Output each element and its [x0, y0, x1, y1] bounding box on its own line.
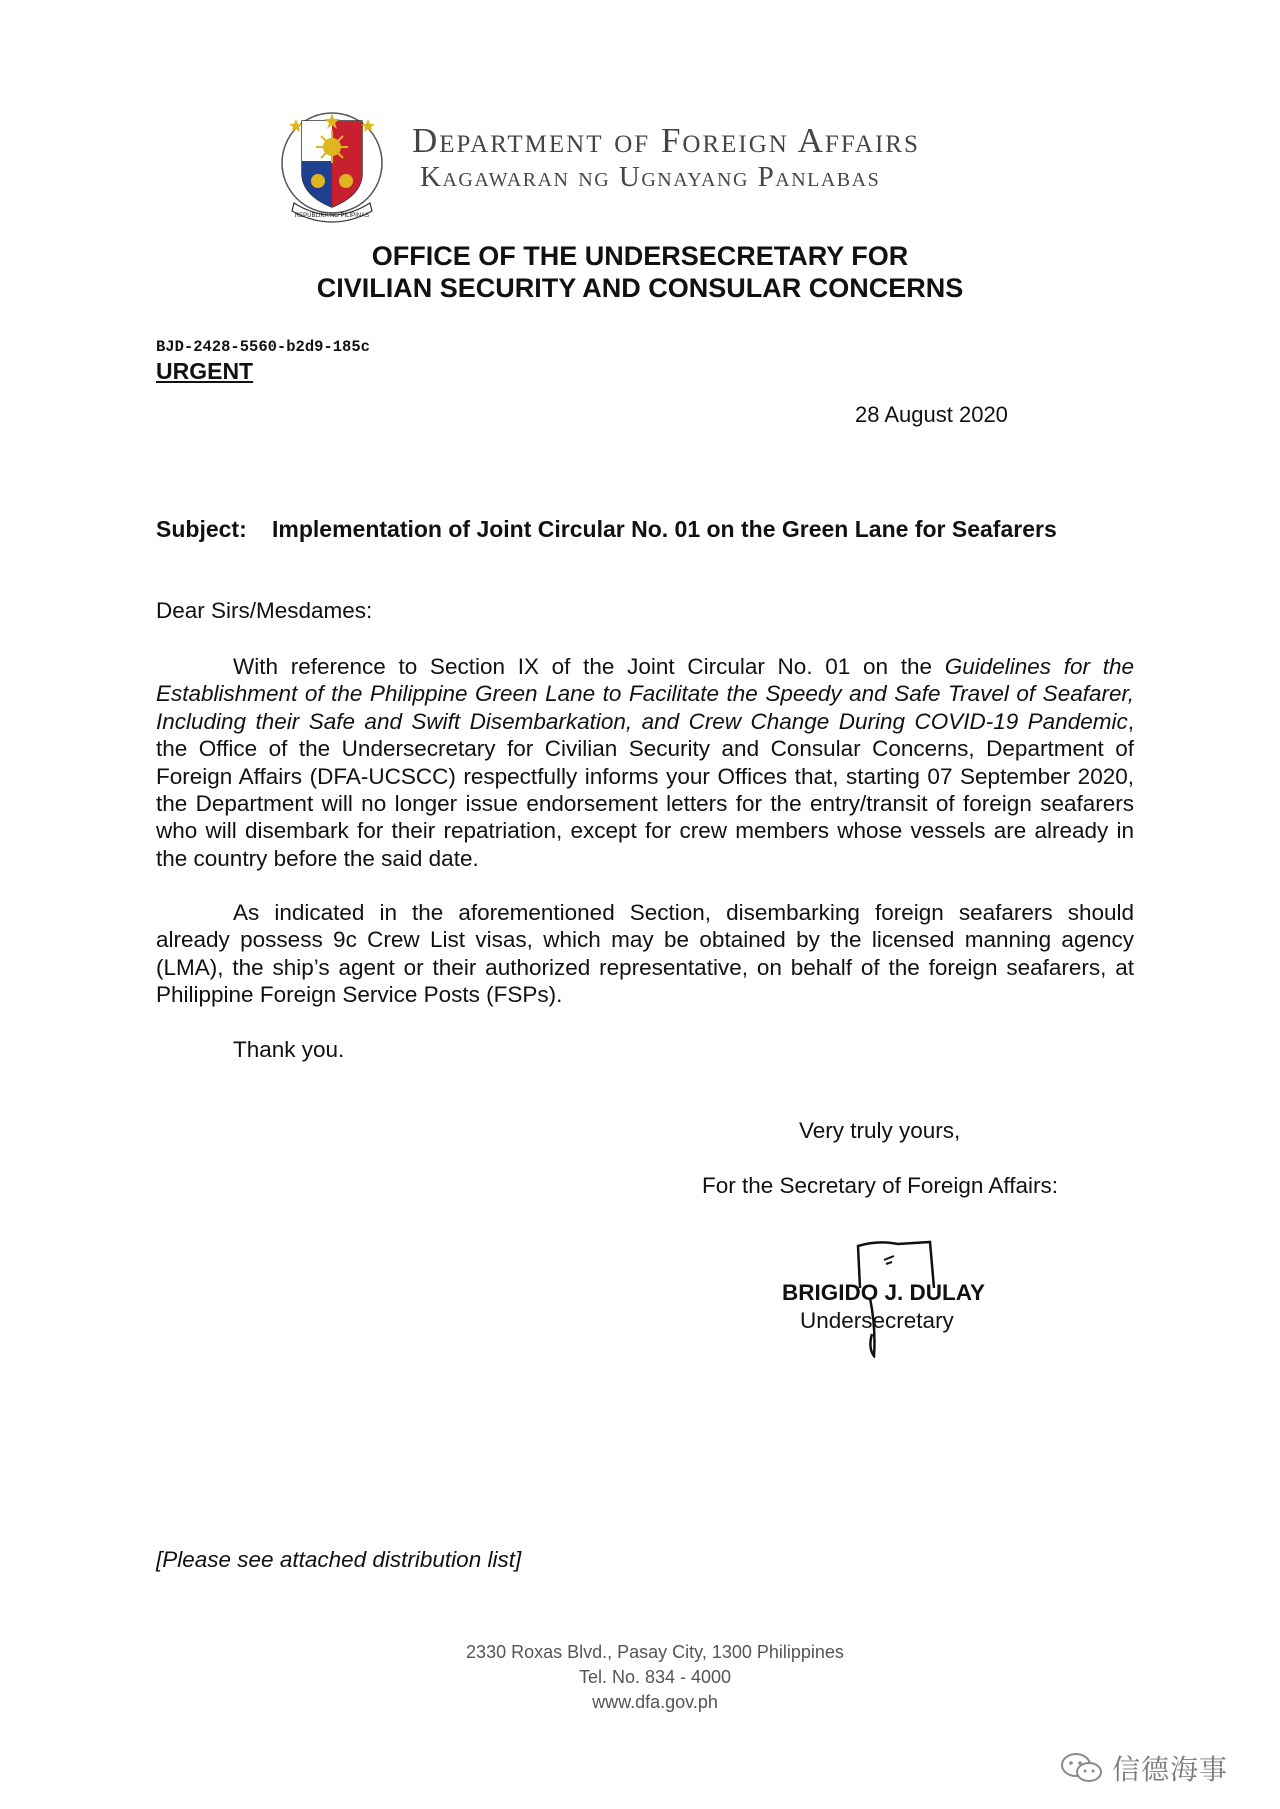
footer-telephone: Tel. No. 834 - 4000: [578, 1667, 732, 1687]
circular-title: Guidelines for the Establishment of the Philippine Green Lane to Facilitate the Speedy and Safe Travel of Seafarer, Including their Safe and Swift Disembarkation, and Crew Change During COVID-19 Pandemic: [156, 654, 1134, 734]
watermark-text: 信德海事: [1112, 1754, 1229, 1785]
signer-title: Undersecretary: [800, 1308, 954, 1333]
footer: [0, 1640, 1280, 1715]
attachment-note: [Please see attached distribution list]: [156, 1547, 522, 1572]
office-title-line2: CIVILIAN SECURITY AND CONSULAR CONCERNS: [316, 273, 964, 303]
office-title-line1: OFFICE OF THE UNDERSECRETARY FOR: [371, 241, 909, 271]
for-secretary-line: For the Secretary of Foreign Affairs:: [702, 1173, 1058, 1198]
philippine-seal-icon: [280, 103, 396, 223]
signer-name: BRIGIDO J. DULAY: [782, 1280, 985, 1305]
watermark: [1060, 1748, 1228, 1788]
salutation: Dear Sirs/Mesdames:: [156, 598, 373, 623]
thank-you: Thank you.: [233, 1037, 345, 1062]
letterhead: [280, 103, 1020, 223]
priority-label: URGENT: [156, 358, 254, 384]
paragraph-1-text-continued: , the Office of the Undersecretary for Civilian Security and Consular Concerns, Department of Foreign Affairs (DFA-UCSCC) respectfully informs your Offices that, starting 07 September 2020, the Department will no longer issue endorsement letters for the entry/transit of foreign seafarers who will disembark for their repatriation, except for crew members whose vessels are already in the country before the said date.: [156, 708, 1134, 871]
letter-date: 28 August 2020: [855, 402, 1008, 427]
wechat-icon: [1060, 1751, 1104, 1785]
reference-code: BJD-2428-5560-b2d9-185c: [156, 338, 370, 356]
department-name: Department of Foreign Affairs: [412, 121, 920, 160]
paragraph-2-text: As indicated in the aforementioned Section, disembarking foreign seafarers should already possess 9c Crew List visas, which may be obtained by the licensed manning agency (LMA), the ship’s agent or their authorized representative, on behalf of the foreign seafarers, at Philippine Foreign Service Posts (FSPs).: [156, 900, 1134, 1008]
subject-text: Implementation of Joint Circular No. 01 on the Green Lane for Seafarers: [272, 516, 1057, 542]
body-paragraph-2: [156, 899, 1134, 1009]
subject-line: [156, 516, 1057, 543]
valediction: Very truly yours,: [799, 1118, 961, 1143]
body-paragraph-1: [156, 653, 1134, 872]
paragraph-1-text: With reference to Section IX of the Joint Circular No. 01 on the: [233, 654, 945, 679]
footer-website[interactable]: www.dfa.gov.ph: [592, 1692, 718, 1712]
subject-label: Subject:: [156, 516, 247, 542]
department-name-tagalog: Kagawaran ng Ugnayang Panlabas: [420, 161, 881, 193]
svg-text:REPUBLIKA NG PILIPINAS: REPUBLIKA NG PILIPINAS: [294, 213, 370, 219]
office-title: [0, 240, 1280, 304]
footer-address: 2330 Roxas Blvd., Pasay City, 1300 Philippines: [466, 1642, 844, 1662]
